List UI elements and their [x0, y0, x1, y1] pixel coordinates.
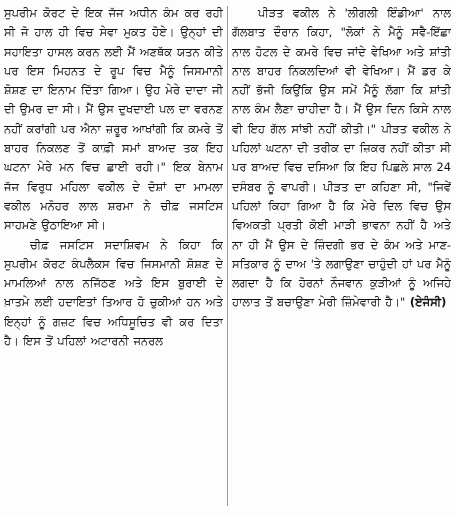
- article-paragraph-text: ਪੀੜਤ ਵਕੀਲ ਨੇ 'ਲੀਗਲੀ ਇੰਡੀਆ' ਨਾਲ ਗੱਲਬਾਤ ਦੌਰਾਨ ਕਿਹਾ, "ਲੋਕਾਂ ਨੇ ਮੈਨੂੰ ਸਵੈ-ਇੱਛਾ ਨਾਲ ਹੋਟਲ ਦੇ ਕਮਰੇ ਵਿਚ ਜਾਂਦੇ ਵੇਖਿਆ ਅਤੇ ਸ਼ਾਂਤੀ ਨਾਲ ਬਾਹਰ ਨਿਕਲਦਿਆਂ ਵੀ ਵੇਖਿਆ। ਮੈਂ ਡਰ ਕੇ ਨਹੀਂ ਭੱਜੀ ਕਿਉਂਕਿ ਉਸ ਸਮੇਂ ਮੈਨੂੰ ਲੱਗਾ ਕਿ ਸ਼ਾਂਤੀ ਨਾਲ ਕੰਮ ਲੈਣਾ ਚਾਹੀਦਾ ਹੈ। ਮੈਂ ਉਸ ਦਿਨ ਕਿਸੇ ਨਾਲ ਵੀ ਇਹ ਗੱਲ ਸਾਂਝੀ ਨਹੀਂ ਕੀਤੀ।" ਪੀੜਤ ਵਕੀਲ ਨੇ ਪਹਿਲਾਂ ਘਟਨਾ ਦੀ ਤਰੀਕ ਦਾ ਜ਼ਿਕਰ ਨਹੀਂ ਕੀਤਾ ਸੀ ਪਰ ਬਾਅਦ ਵਿਚ ਦਸਿਆ ਕਿ ਇਹ ਪਿਛਲੇ ਸਾਲ 24 ਦਸੰਬਰ ਨੂੰ ਵਾਪਰੀ। ਪੀੜਤ ਦਾ ਕਹਿਣਾ ਸੀ, "ਜਿਵੇਂ ਪਹਿਲਾਂ ਕਿਹਾ ਗਿਆ ਹੈ ਕਿ ਮੇਰੇ ਦਿਲ ਵਿਚ ਉਸ ਵਿਅਕਤੀ ਪ੍ਰਤੀ ਕੋਈ ਮਾੜੀ ਭਾਵਨਾ ਨਹੀਂ ਹੈ ਅਤੇ ਨਾ ਹੀ ਮੈਂ ਉਸ ਦੇ ਜ਼ਿੰਦਗੀ ਭਰ ਦੇ ਕੰਮ ਅਤੇ ਮਾਣ-ਸਤਿਕਾਰ ਨੂੰ ਦਾਅ 'ਤੇ ਲਗਾਉਣਾ ਚਾਹੁੰਦੀ ਹਾਂ ਪਰ ਮੈਨੂੰ ਲਗਦਾ ਹੈ ਕਿ ਹੋਰਨਾਂ ਨੌਜਵਾਨ ਕੁੜੀਆਂ ਨੂੰ ਅਜਿਹੇ ਹਾਲਾਤ ਤੋਂ ਬਚਾਉਣਾ ਮੇਰੀ ਜ਼ਿੰਮੇਵਾਰੀ ਹੈ।": [232, 6, 451, 310]
- article-column-right: [232, 4, 451, 510]
- column-divider: [227, 6, 228, 506]
- article-paragraph: ਚੀਫ਼ ਜਸਟਿਸ ਸਦਾਸ਼ਿਵਮ ਨੇ ਕਿਹਾ ਕਿ ਸੁਪਰੀਮ ਕੋਰਟ ਕੰਪਲੈਕਸ ਵਿਚ ਜਿਸਮਾਨੀ ਸ਼ੋਸ਼ਣ ਦੇ ਮਾਮਲਿਆਂ ਨਾਲ ਨਜਿੱਠਣ ਅਤੇ ਇਸ ਬੁਰਾਈ ਦੇ ਖ਼ਾਤਮੇ ਲਈ ਹਦਾਇਤਾਂ ਤਿਆਰ ਹੋ ਚੁਕੀਆਂ ਹਨ ਅਤੇ ਇਨ੍ਹਾਂ ਨੂੰ ਗਜ਼ਟ ਵਿਚ ਅਧਿਸੂਚਿਤ ਵੀ ਕਰ ਦਿਤਾ ਹੈ। ਇਸ ਤੋਂ ਪਹਿਲਾਂ ਅਟਾਰਨੀ ਜਨਰਲ: [4, 237, 223, 349]
- article-paragraph: [232, 4, 451, 313]
- article-column-left: [4, 4, 223, 510]
- article-paragraph: ਸੁਪਰੀਮ ਕੋਰਟ ਦੇ ਇਕ ਜੱਜ ਅਧੀਨ ਕੰਮ ਕਰ ਰਹੀ ਸੀ ਜੋ ਹਾਲ ਹੀ ਵਿਚ ਸੇਵਾ ਮੁਕਤ ਹੋਏ। ਉਨ੍ਹਾਂ ਦੀ ਸਹਾਇਤਾ ਹਾਸਲ ਕਰਨ ਲਈ ਮੈਂ ਅਣਥੱਕ ਯਤਨ ਕੀਤੇ ਪਰ ਇਸ ਮਿਹਨਤ ਦੇ ਰੂਪ ਵਿਚ ਮੈਨੂੰ ਜਿਸਮਾਨੀ ਸ਼ੋਸ਼ਣ ਦਾ ਇਨਾਮ ਦਿੱਤਾ ਗਿਆ। ਉਹ ਮੇਰੇ ਦਾਦਾ ਜੀ ਦੀ ਉਮਰ ਦਾ ਸੀ। ਮੈਂ ਉਸ ਦੁਖਦਾਈ ਪਲ ਦਾ ਵਰਨਣ ਨਹੀਂ ਕਰਾਂਗੀ ਪਰ ਐਨਾ ਜ਼ਰੂਰ ਆਖਾਂਗੀ ਕਿ ਕਮਰੇ ਤੋਂ ਬਾਹਰ ਨਿਕਲਣ ਤੋਂ ਕਾਫ਼ੀ ਸਮਾਂ ਬਾਅਦ ਤਕ ਇਹ ਘਟਨਾ ਮੇਰੇ ਮਨ ਵਿਚ ਛਾਈ ਰਹੀ।" ਇਕ ਬੇਨਾਮ ਜੱਜ ਵਿਰੁਧ ਮਹਿਲਾ ਵਕੀਲ ਦੇ ਦੋਸ਼ਾਂ ਦਾ ਮਾਮਲਾ ਵਕੀਲ ਮਨੋਹਰ ਲਾਲ ਸ਼ਰਮਾ ਨੇ ਚੀਫ਼ ਜਸਟਿਸ ਸਾਹਮਣੇ ਉਠਾਇਆ ਸੀ।: [4, 6, 223, 233]
- agency-credit: (ਏਜੰਸੀ): [409, 295, 447, 310]
